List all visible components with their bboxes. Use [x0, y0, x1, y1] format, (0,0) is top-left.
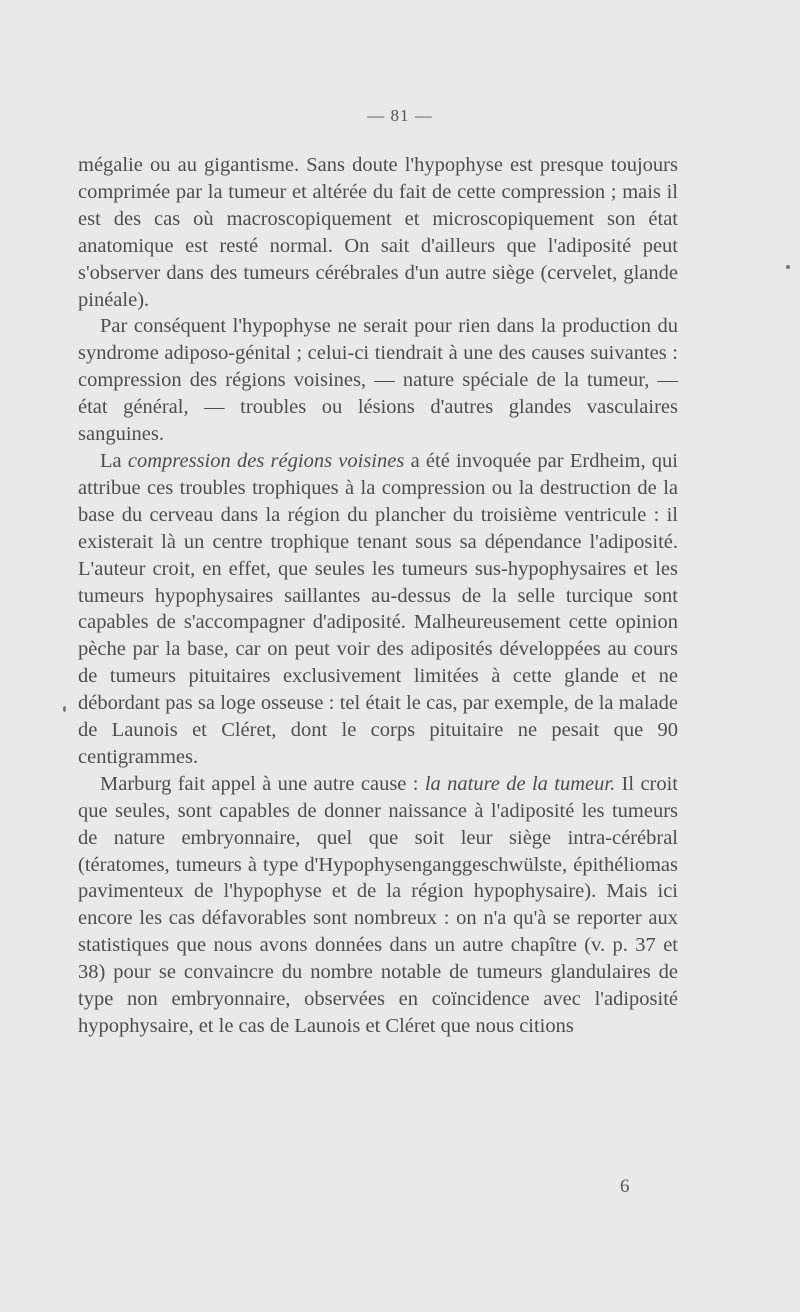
scan-speck: [786, 265, 790, 269]
paragraph-1-text: mégalie ou au gigantisme. Sans doute l'hypophyse est presque toujours comprimée par la tumeur et altérée du fait de cette compression ; mais il est des cas où macroscopiquement et microscopiquement son état anatomique est resté normal. On sait d'ailleurs que l'adiposité peut s'observer dans des tumeurs cérébrales d'un autre siège (cervelet, glande pinéale).: [78, 154, 678, 311]
page-number-header: — 81 —: [367, 106, 433, 125]
paragraph-4-text-b: Il croit que seules, sont capables de donner naissance à l'adiposité les tumeurs de nature embryonnaire, quel que soit leur siège intra-cérébral (tératomes, tumeurs à type d'Hypophysenganggeschwülste, épithéliomas pavimenteux de l'hypophyse et de la région hypophysaire). Mais ici encore les cas défavorables sont nombreux : on n'a qu'à se reporter aux statistiques que nous avons données dans un autre chapître (v. p. 37 et 38) pour se convaincre du nombre notable de tumeurs glandulaires de type non embryonnaire, observées en coïncidence avec l'adiposité hypophysaire, et le cas de Launois et Cléret que nous citions: [78, 772, 679, 1037]
paragraph-3: [78, 448, 678, 771]
paragraph-3-text-a: La: [100, 449, 128, 472]
paragraph-2-text: Par conséquent l'hypophyse ne serait pour rien dans la production du syndrome adiposo-génital ; celui-ci tiendrait à une des causes suivantes : compression des régions voisines, — nature spéciale de la tumeur, — état général, — troubles ou lésions d'autres glandes vasculaires sanguines.: [78, 315, 678, 446]
scan-speck: [63, 706, 66, 712]
paragraph-3-italic: compression des régions voisines: [127, 449, 405, 472]
paragraph-1: [78, 152, 678, 313]
paragraph-4-text-a: Marburg fait appel à une autre cause :: [100, 772, 425, 795]
paragraph-4-italic: la nature de la tumeur.: [424, 772, 616, 795]
paragraph-2: [78, 313, 678, 448]
body-text: [78, 152, 678, 1040]
paragraph-4: [78, 771, 678, 1040]
paragraph-3-text-b: a été invoquée par Erdheim, qui attribue ces troubles trophiques à la compression ou la destruction de la base du cerveau dans la région du plancher du troisième ventricule : il existerait là un centre trophique tenant sous sa dépendance l'adiposité. L'auteur croit, en effet, que seules les tumeurs sus-hypophysaires et les tumeurs hypophysaires saillantes au-dessus de la selle turcique sont capables de s'accompagner d'adiposité. Malheureusement cette opinion pèche par la base, car on peut voir des adiposités développées au cours de tumeurs pituitaires exclusivement limitées à cette glande et ne débordant pas sa loge osseuse : tel était le cas, par exemple, de la malade de Launois et Cléret, dont le corps pituitaire ne pesait que 90 centigrammes.: [78, 449, 678, 768]
signature-mark: 6: [620, 1176, 630, 1197]
